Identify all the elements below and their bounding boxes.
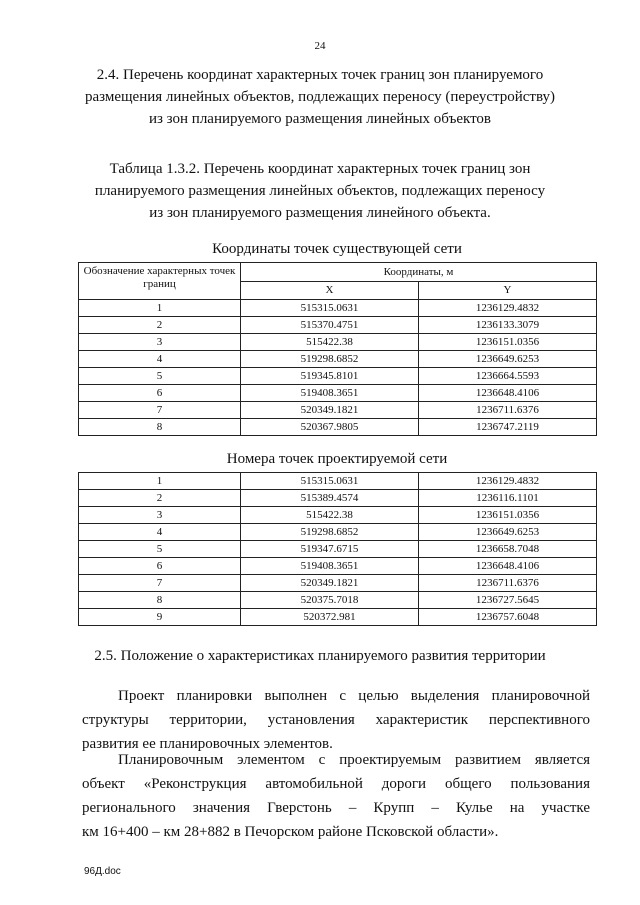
x-coordinate-cell: 515315.0631 [241, 473, 419, 490]
table-row [79, 490, 597, 507]
paragraph-line: Проект планировки выполнен с целью выделения планировочной [118, 688, 590, 704]
y-coordinate-cell: 1236649.6253 [419, 351, 597, 368]
caption-line: планируемого размещения линейных объектов, подлежащих переносу [94, 183, 546, 199]
x-coordinate-cell: 520349.1821 [241, 575, 419, 592]
point-number-cell: 6 [79, 385, 241, 402]
point-number-cell: 2 [79, 490, 241, 507]
point-number-cell: 8 [79, 419, 241, 436]
table-caption [60, 158, 580, 224]
y-coordinate-cell: 1236129.4832 [419, 300, 597, 317]
y-coordinate-cell: 1236747.2119 [419, 419, 597, 436]
x-coordinate-cell: 515315.0631 [241, 300, 419, 317]
footer-filename: 96Д.doc [84, 866, 121, 877]
y-coordinate-cell: 1236711.6376 [419, 575, 597, 592]
header-point-cell: Обозначение характерных точек границ [79, 263, 241, 300]
y-coordinate-cell: 1236151.0356 [419, 507, 597, 524]
point-number-cell: 3 [79, 334, 241, 351]
paragraph-line: структуры территории, установления характеристик перспективного [82, 712, 590, 728]
point-number-cell: 1 [79, 473, 241, 490]
x-coordinate-cell: 519298.6852 [241, 524, 419, 541]
y-coordinate-cell: 1236649.6253 [419, 524, 597, 541]
point-number-cell: 7 [79, 575, 241, 592]
table-row [79, 473, 597, 490]
table-row [79, 385, 597, 402]
point-number-cell: 5 [79, 541, 241, 558]
x-coordinate-cell: 520375.7018 [241, 592, 419, 609]
x-coordinate-cell: 520367.9805 [241, 419, 419, 436]
x-coordinate-cell: 520372.981 [241, 609, 419, 626]
table-row [79, 334, 597, 351]
x-coordinate-cell: 519345.8101 [241, 368, 419, 385]
header-x-cell: X [241, 281, 419, 300]
x-coordinate-cell: 520349.1821 [241, 402, 419, 419]
table-row [79, 575, 597, 592]
projected-network-rows [79, 473, 597, 626]
caption-line: Таблица 1.3.2. Перечень координат характерных точек границ зон [109, 161, 531, 177]
table-row [79, 541, 597, 558]
section-heading-2-4 [70, 64, 570, 130]
x-coordinate-cell: 519408.3651 [241, 385, 419, 402]
x-coordinate-cell: 519408.3651 [241, 558, 419, 575]
existing-network-rows [79, 300, 597, 436]
table-row [79, 317, 597, 334]
table-row [79, 558, 597, 575]
paragraph-line: км 16+400 – км 28+882 в Печорском районе Псковской области». [82, 824, 499, 840]
page-number: 24 [314, 40, 326, 52]
y-coordinate-cell: 1236757.6048 [419, 609, 597, 626]
paragraph-line: развития ее планировочных элементов. [82, 736, 333, 752]
table-row [79, 368, 597, 385]
header-y-cell: Y [419, 281, 597, 300]
point-number-cell: 2 [79, 317, 241, 334]
projected-network-table [78, 472, 597, 626]
x-coordinate-cell: 519347.6715 [241, 541, 419, 558]
existing-network-title: Координаты точек существующей сети [212, 241, 462, 257]
x-coordinate-cell: 515422.38 [241, 507, 419, 524]
table-row [79, 524, 597, 541]
table-row [79, 507, 597, 524]
paragraph-planning-purpose [82, 684, 590, 756]
section-heading-2-5: 2.5. Положение о характеристиках планируемого развития территории [94, 648, 546, 664]
point-number-cell: 1 [79, 300, 241, 317]
caption-line: из зон планируемого размещения линейного объекта. [149, 205, 491, 221]
paragraph-line: объект «Реконструкция автомобильной дороги общего пользования [82, 776, 590, 792]
point-number-cell: 9 [79, 609, 241, 626]
table-row [79, 609, 597, 626]
y-coordinate-cell: 1236129.4832 [419, 473, 597, 490]
point-number-cell: 5 [79, 368, 241, 385]
x-coordinate-cell: 515389.4574 [241, 490, 419, 507]
table-row [79, 419, 597, 436]
x-coordinate-cell: 519298.6852 [241, 351, 419, 368]
heading-line: размещения линейных объектов, подлежащих переносу (переустройству) [84, 89, 556, 105]
y-coordinate-cell: 1236711.6376 [419, 402, 597, 419]
point-number-cell: 7 [79, 402, 241, 419]
y-coordinate-cell: 1236648.4106 [419, 558, 597, 575]
x-coordinate-cell: 515422.38 [241, 334, 419, 351]
point-number-cell: 8 [79, 592, 241, 609]
existing-network-table [78, 262, 597, 436]
y-coordinate-cell: 1236664.5593 [419, 368, 597, 385]
y-coordinate-cell: 1236648.4106 [419, 385, 597, 402]
point-number-cell: 3 [79, 507, 241, 524]
heading-line: из зон планируемого размещения линейных объектов [148, 111, 492, 127]
y-coordinate-cell: 1236151.0356 [419, 334, 597, 351]
y-coordinate-cell: 1236727.5645 [419, 592, 597, 609]
point-number-cell: 6 [79, 558, 241, 575]
y-coordinate-cell: 1236658.7048 [419, 541, 597, 558]
table-row [79, 592, 597, 609]
table-row [79, 402, 597, 419]
y-coordinate-cell: 1236116.1101 [419, 490, 597, 507]
heading-line: 2.4. Перечень координат характерных точек границ зон планируемого [96, 67, 544, 83]
projected-network-title: Номера точек проектируемой сети [226, 451, 448, 467]
paragraph-line: регионального значения Гверстонь – Крупп – Кулье на участке [82, 800, 590, 816]
y-coordinate-cell: 1236133.3079 [419, 317, 597, 334]
point-number-cell: 4 [79, 524, 241, 541]
table-row [79, 300, 597, 317]
header-coords-cell: Координаты, м [241, 263, 597, 282]
paragraph-line: Планировочным элементом с проектируемым развитием является [118, 752, 590, 768]
point-number-cell: 4 [79, 351, 241, 368]
table-row [79, 351, 597, 368]
x-coordinate-cell: 515370.4751 [241, 317, 419, 334]
paragraph-planning-element [82, 748, 590, 844]
